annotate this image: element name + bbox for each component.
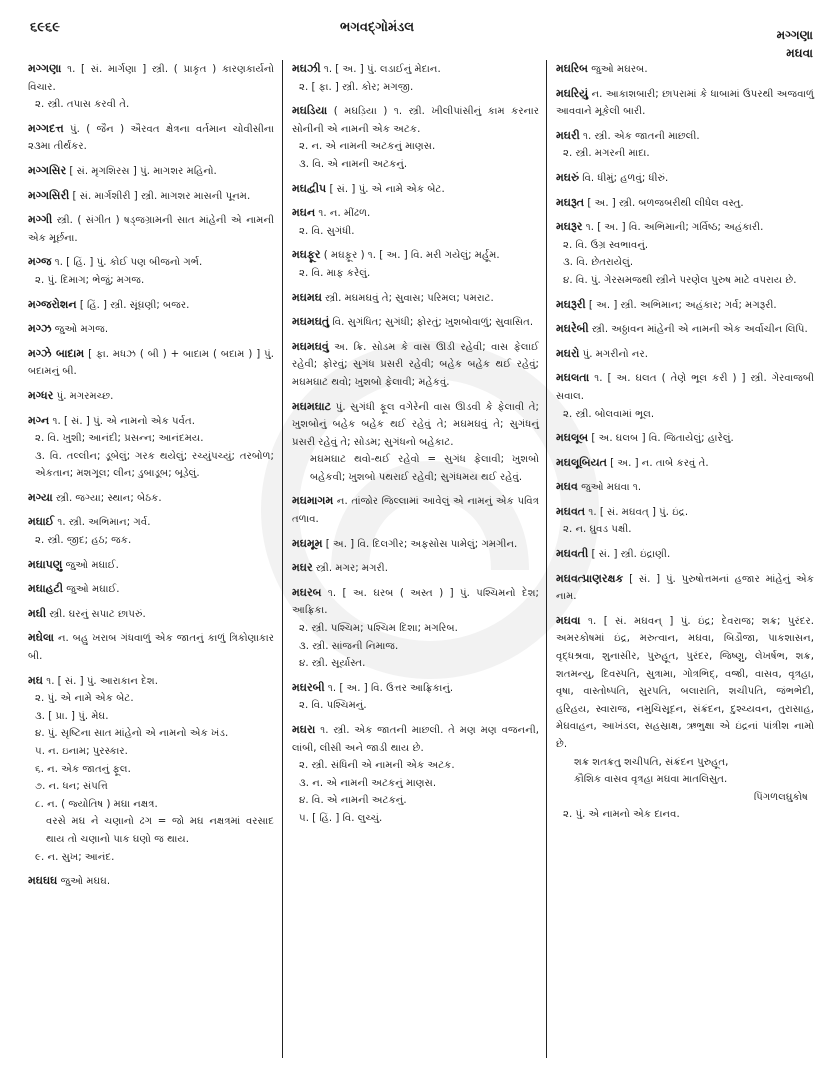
column-divider [282,60,283,1058]
entry-first-line [28,162,274,181]
definition: [ અ. ] સ્ત્રી. બળજબરીથી લીધેલ વસ્તુ. [587,197,744,209]
entry-first-line [556,194,814,213]
entry-sense: ૪. સ્ત્રી. સૂર્યાસ્ત. [299,658,366,670]
entry-first-line [556,60,814,79]
definition: સ્ત્રી. મગર; મગરી. [315,563,388,575]
entry-first-line [292,535,539,554]
entry-first-line [292,289,539,308]
dictionary-entry [292,398,539,487]
headword: મગ્ધર [28,388,54,402]
dictionary-entry [28,672,274,867]
entry-first-line [292,204,539,223]
entry-sense: ૩. સ્ત્રી. સાંજની નિમાજ. [299,640,399,652]
entry-first-line [28,60,274,96]
headword: મગ્ન [28,413,50,427]
definition: ૧. [ અ. ] વિ. ઉત્તર આફ્રિકાનું. [327,682,454,694]
guide-words [777,26,813,62]
entry-sense: ૨. સ્ત્રી. બોલવામાં ભૂલ. [563,408,655,420]
definition: ૧. સ્ત્રી. અભિમાન; ગર્વ. [57,517,151,529]
headword: મગ્ગસિર [28,163,67,177]
entry-first-line [28,513,274,532]
definition: ૧. [ સં. ] પું. એ નામનો એક પર્વત. [52,415,195,427]
entry-first-line [292,102,539,138]
entry-first-line [556,545,814,564]
entry-first-line [28,672,274,691]
definition: ન. તાંજોર જિલ્લામાં આવેલું એ નામનું એક પવિત્ર તળાવ. [292,496,539,526]
entry-first-line [28,187,274,206]
column-3 [556,60,814,830]
running-title: ભગવદ્ગોમંડલ [340,20,415,35]
definition: ૧. [ સં. માર્ગણા ] સ્ત્રી. ( પ્રાકૃત ) કારણકાર્યનો વિચાર. [28,64,274,93]
definition: જુઓ મઘાઈ. [65,559,119,571]
definition: પું. ( જૈન ) ઐરવત ક્ષેત્રના વર્તમાન ચોવીસીના ૨૩મા તીર્થંકર. [28,123,274,153]
dictionary-entry [28,211,274,247]
entry-sense: ૫. ન. ઇનામ; પુરસ્કાર. [35,746,128,757]
dictionary-entry [292,313,539,332]
entry-sense: ૨. સ્ત્રી. જીદ; હઠ; જક. [35,535,132,547]
entry-sense: ૬. ન. એક જાતનું ફૂલ. [35,763,131,775]
usage-quote: મઘમઘાટ થવો-થઈ રહેવો = સુગંધ ફેલાવી; ખુશબો બહેકવી; ખુશબો પથરાઈ રહેવી; સુગંધમય થઈ રહેવું. [310,454,539,483]
definition: અ. ક્રિ. સોડમ કે વાસ ઊડી રહેવી; વાસ ફેલાઈ રહેવી; ફોરવું; સુગંધ પ્રસરી રહેવી; બહેક બહેક થઈ રહેવું; મઘમઘાટ થવો; ખુશબો ફેલાવી; મહેકવું. [292,341,539,388]
dictionary-entry [28,187,274,206]
headword: મઘમઘ [292,290,322,304]
definition: ન. બહુ ખરાબ ગંધવાળું એક જાતનું કાળું ત્રિકોણાકાર બી. [28,633,274,663]
entry-sense: ૨. સ્ત્રી. સંધિની એ નામની એક અટક. [299,760,455,772]
headword: મઘઝી [292,62,321,75]
dictionary-entry [292,535,539,554]
definition: વિ. ધીમું; હળવું; ધીરું. [582,172,669,184]
definition: ૧. ન. મીંઢળ. [318,208,371,220]
headword: મઘમઘવું [292,339,329,353]
headword: મઘમૂમ [292,536,323,550]
entry-first-line [556,296,814,315]
entry-first-line [28,211,274,247]
entry-sense: ૩. વિ. તલ્લીન; ડૂબેલું; ગરક થયેલું; રચ્યુંપચ્યું; તરબોળ; એકતાન; મશગૂલ; લીન; ડુબાડૂબ; બૂડેલું. [35,450,274,480]
entry-first-line [28,605,274,624]
definition: [ અ. ] વિ. દિલગીર; અફસોસ પામેલું; ગમગીન. [325,538,518,550]
entry-first-line [28,629,274,665]
guide-word-last: મઘવા [786,46,813,60]
entry-sense: ૨. પું. દિમાગ; ભેજું; મગજ. [35,274,145,286]
definition: જુઓ મઘાઈ. [66,584,120,596]
entry-first-line [556,218,814,237]
dictionary-entry [28,296,274,315]
entry-first-line [556,503,814,522]
dictionary-entry [292,246,539,282]
entry-sense: ૪. પું. સૃષ્ટિના સાત માંહેનો એ નામનો એક ખંડ. [35,728,229,740]
entry-first-line [556,369,814,405]
headword: મઘમાગમ [292,494,334,508]
headword: મઘર [292,561,313,575]
entry-sense: ૨. [ ફા. ] સ્ત્રી. કોર; મગજી. [299,81,414,93]
dictionary-entry [556,503,814,539]
entry-first-line [28,412,274,431]
dictionary-entry [292,721,539,828]
headword: મઘ [28,673,43,687]
headword: મગ્ઝ [28,322,52,336]
headword: મઘવતી [556,547,589,561]
dictionary-entry [556,478,814,497]
headword: મગ્જ [28,255,52,269]
definition: ( મઘફ઼ૂર ) ૧. [ અ. ] વિ. મરી ગયેલું; મર્હૂમ. [323,250,500,262]
definition: ૧. સ્ત્રી. એક જાતની માછલી. [583,130,700,142]
headword: મઘરબ [292,585,322,599]
entry-first-line [292,559,539,578]
entry-sense: ૯. ન. સુખ; આનંદ. [35,851,115,863]
headword: મઘાઈ [28,515,55,529]
headword: મઘમઘતું [292,315,330,329]
page-number: ૬૯૬૯ [30,20,60,35]
dictionary-entry [28,629,274,665]
entry-first-line [28,580,274,599]
headword: મગ્જરોશન [28,297,77,311]
headword: મઘરબી [292,680,325,694]
dictionary-entry [28,253,274,289]
dictionary-entry [556,612,814,824]
definition: પું. સુગંધી ફૂલ વગેરેની વાસ ઊડવી કે ફેલાવી તે; ખુશબોનું બહેક બહેક થઈ રહેવું તે; મઘમઘવું તે; સુગંધનું પ્રસરી રહેવું તે; સોડમ; સુગંધનો બહેકાટ. [292,401,539,448]
dictionary-entry [292,180,539,199]
dictionary-entry [28,162,274,181]
entry-first-line [556,169,814,188]
headword: મઘવત [556,504,586,518]
headword: મઘઘઘ [28,874,58,888]
dictionary-entry [556,369,814,423]
entry-first-line [28,296,274,315]
entry-first-line [292,679,539,698]
headword: મઘરા [292,723,316,736]
dictionary-entry [292,102,539,173]
entry-sense: ૨. સ્ત્રી. પશ્ચિમ; પશ્ચિમ દિશા; મગરિબ. [299,623,458,635]
verse-source: પિંગળલઘુકોષ [753,791,808,803]
entry-sense: ૩. વિ. છેતરાયેલું. [563,257,634,269]
entry-first-line [292,246,539,265]
dictionary-entry [292,289,539,308]
dictionary-entry [556,429,814,448]
entry-sense: ૨. પું. એ નામે એક બેટ. [35,693,134,705]
dictionary-entry [556,320,814,339]
entry-first-line [556,345,814,364]
entry-sense: ૭. ન. ધન; સંપત્તિ [35,781,108,793]
dictionary-entry [292,338,539,392]
entry-first-line [292,60,539,79]
entry-first-line [556,612,814,754]
dictionary-entry [292,559,539,578]
entry-first-line [28,253,274,272]
headword: મગ્ગી [28,213,53,227]
entry-sense: ૨. ન. એ નામની અટકનું માણસ. [299,141,436,153]
dictionary-entry [28,120,274,156]
entry-first-line [292,180,539,199]
definition: [ અ. ] સ્ત્રી. અભિમાન; અહંકાર; ગર્વ; મગરૂરી. [588,299,777,311]
entry-sense: ૩. વિ. એ નામની અટકનું. [299,158,408,170]
entry-sense: ૪. વિ. પું. ગેરસમજથી સ્ત્રીને પરણેલ પુરુષ માટે વપરાય છે. [563,274,797,286]
definition: પું. મગરમચ્છ. [56,390,114,402]
definition: [ અ. ] ન. તાબે કરવું તે. [610,457,709,469]
definition: ૧. [ અ. ] પું. લડાઈનું મેદાન. [323,64,441,75]
entry-sense: ૫. [ હિં. ] વિ. લુચ્ચું. [299,812,383,824]
dictionary-entry [556,169,814,188]
definition: [ ફા. મધઝ ( બી ) + બાદામ ( બદામ ) ] પું. બદામનું બી. [28,348,274,378]
dictionary-entry [28,387,274,406]
column-2 [292,60,539,834]
definition: ૧. [ હિં. ] પું. કોઈ પણ બીજનો ગર્ભ. [54,257,203,269]
entry-first-line [556,127,814,146]
dictionary-entry [292,584,539,673]
entry-first-line [28,345,274,381]
dictionary-entry [28,320,274,339]
headword: મઘમઘાટ [292,399,331,413]
definition: સ્ત્રી. અઠ્ઠાવન માંહેની એ નામની એક અર્વાચીન લિપિ. [591,324,808,336]
headword: મઘલૂબિયત [556,455,607,469]
definition: ૧. સ્ત્રી. એક જાતની માછલી. તે મણ મણ વજનની, લાંબી, લીસી અને જાડી થાય છે. [292,725,539,754]
headword: મઘન [292,206,316,220]
entry-first-line [556,429,814,448]
headword: મઘદ્વીપ [292,181,327,195]
entry-first-line [28,387,274,406]
headword: મઘડિયા [292,104,328,118]
headword: મઘલૂબ [556,431,589,445]
headword: મઘાહટી [28,582,64,596]
dictionary-entry [556,218,814,289]
definition: સ્ત્રી. મઘમઘવું તે; સુવાસ; પરિમલ; પમરાટ. [325,292,494,304]
dictionary-entry [292,679,539,715]
entry-first-line [292,721,539,757]
entry-first-line [556,478,814,497]
definition: [ અ. ઘલબ ] વિ. જિતાયેલું; હારેલું. [591,433,734,445]
headword: મઘરૂત [556,195,585,209]
definition: ૧. [ સં. મઘવત્ ] પું. ઇંદ્ર. [588,506,689,518]
verse-line: શક્ર શતક્રતુ શચીપતિ, સંક્રંદન પુરુહૂત, [574,756,729,768]
entry-first-line [28,872,274,891]
page-header [0,0,825,60]
dictionary-entry [292,60,539,96]
headword: મગ્યા [28,490,53,504]
entry-sense: ૩. ન. એ નામની અટકનું માણસ. [299,777,437,789]
entry-first-line [556,570,814,606]
dictionary-entry [556,127,814,163]
definition: [ હિં. ] સ્ત્રી. સૂંઘણી; બજર. [79,299,190,311]
dictionary-entry [28,872,274,891]
headword: મગ્ગદત્ત [28,121,64,135]
dictionary-entry [28,605,274,624]
dictionary-entry [28,412,274,483]
headword: મઘલતા [556,371,590,385]
definition: સ્ત્રી. જગ્યા; સ્થાન; બેઠક. [56,492,162,504]
entry-first-line [28,556,274,575]
definition: સ્ત્રી. ઘરનું સપાટ છાપરું. [49,608,146,620]
definition: જુઓ મઘરબ. [591,64,648,75]
entry-first-line [292,313,539,332]
dictionary-entry [556,570,814,606]
definition: ૧. [ અ. ઘલત ( તેણે ભૂલ કરી ) ] સ્ત્રી. ગેરવાજબી સવાલ. [556,373,814,402]
headword: મઘરિબ [556,62,588,75]
headword: મઘેલા [28,631,54,645]
guide-word-first: મગ્ગણા [776,28,813,42]
definition: ન. આકાશબારી; છાપરામાં કે ધાબામાં ઉપરથી અજવાળું આવવાને મૂકેલી બારી. [556,88,814,118]
headword: મઘાપણુ [28,557,63,571]
dictionary-entry [556,85,814,121]
dictionary-entry [28,60,274,114]
dictionary-entry [556,545,814,564]
dictionary-entry [292,492,539,528]
dictionary-entry [28,489,274,508]
dictionary-entry [556,194,814,213]
definition: [ સં. મૃગશિરસ ] પું. માગશર મહિનો. [69,165,217,177]
entry-sense: ૮. ન. ( જ્યોતિષ ) મઘા નક્ષત્ર. [35,798,158,810]
headword: મઘરો [556,346,580,360]
entry-first-line [556,320,814,339]
entry-first-line [292,492,539,528]
entry-first-line [292,338,539,392]
headword: મઘવ [556,480,578,494]
definition: ૧. [ અ. ] વિ. અભિમાની; ગર્વિષ્ઠ; અહંકારી. [585,222,764,234]
usage-quote: વરસે મઘ ને ચણાનો ઢગ = જો મઘ નક્ષત્રમાં વરસાદ થાય તો ચણાનો પાક ઘણો જ થાય. [46,816,274,845]
column-1 [28,60,274,897]
definition: વિ. સુગંધિત; સુગંધી; ફોરતું; ખુશબોવાળું; સુવાસિત. [332,317,534,329]
headword: મઘવા [556,613,581,627]
definition: ( મઘડ઼િયા ) ૧. સ્ત્રી. ખીલીપાંસીનું કામ કરનાર સોનીની એ નામની એક અટક. [292,106,539,135]
dictionary-entry [556,345,814,364]
entry-sense: ૨. ન. ઘુવડ પક્ષી. [563,524,632,536]
entry-first-line [292,584,539,620]
dictionary-entry [292,204,539,240]
entry-sense: ૨. વિ. ઉગ્ર સ્વભાવનું. [563,239,649,251]
definition: [ સં. માર્ગશીરી ] સ્ત્રી. માગશર માસની પૂનમ. [72,190,251,202]
entry-sense: ૨. વિ. માફ કરેલું. [299,267,371,279]
definition: ૧. [ અ. ઘરબ ( અસ્ત ) ] પું. પશ્ચિમનો દેશ; આફ્રિકા. [292,587,539,617]
definition: ૧. [ સં. ] પું. આરાકાન દેશ. [46,675,158,687]
entry-sense: ૨. સ્ત્રી. મગરની માદા. [563,148,650,160]
entry-sense: ૨. વિ. ખુશી; આનંદી; પ્રસન્ન; આનંદમય. [35,433,204,445]
definition: જુઓ મગજ. [54,324,109,336]
entry-first-line [556,454,814,473]
dictionary-entry [28,513,274,549]
entry-sense: ૨. પું. એ નામનો એક દાનવ. [563,809,680,821]
definition: [ સં. ] સ્ત્રી. ઇંદ્રાણી. [591,549,671,561]
definition: પું. મગરીનો નર. [582,348,649,360]
entry-first-line [28,489,274,508]
dictionary-entry [28,345,274,381]
definition: જુઓ મઘઘ. [60,876,111,888]
headword: મઘરૂર [556,220,583,234]
verse-line: કૌશિક વાસવ વૃત્રહા મઘવા માતલિસુત. [574,774,728,786]
entry-sense: ૨. વિ. સુગંધી. [299,225,355,237]
column-divider [546,60,547,1058]
entry-first-line [28,120,274,156]
headword: મઘરી [556,128,580,142]
dictionary-entry [28,556,274,575]
headword: મગ્ગસિરી [28,188,70,202]
definition: ૧. [ સં. મઘવન્ ] પું. ઇંદ્ર; દેવરાજ; શક્ર; પુરંદર. અમરકોષમાં ઇંદ્ર, મરુત્વાન, મઘવા, બિડૌજા, પાકશાસન, વૃદ્ધશ્રવા, શુનાસીર, પુરુહૂત, પુરંદર, જિષ્ણુ, લેખર્ષભ, શક્ર, શતમન્યુ, દિવસ્પતિ, સુત્રામા, ગોત્રભિદ્, વજ્રી, વાસવ, વૃત્રહા, વૃષા, વાસ્તોષ્પતિ, સુરપતિ, બલારાતિ, શચીપતિ, જંભભેદી, હરિહય, સ્વારાજ, નમુચિસૂદન, સંક્રંદન, દુશ્ચ્યવન, તુરાસાહ, મેઘવાહન, આખંડલ, સહસ્રાક્ષ, ઋભુક્ષા એ ઇંદ્રનાં પાંત્રીશ નામો છે. [556,615,814,750]
headword: મઘવત્પ્રાણરક્ષક [556,571,624,585]
headword: મઘરૂરી [556,297,586,311]
entry-first-line [28,320,274,339]
headword: મઘરિયું [556,86,589,100]
headword: મઘરું [556,170,580,184]
dictionary-entry [556,60,814,79]
headword: મગ્ઝે બાદામ [28,346,85,360]
headword: મઘરેબી [556,322,589,336]
definition: જુઓ મઘવા ૧. [581,482,642,494]
entry-first-line [556,85,814,121]
entry-first-line [292,398,539,452]
definition: [ સં. ] પું. પુરુષોત્તમનાં હજાર માંહેનું એક નામ. [556,573,814,603]
headword: મઘફૂર [292,248,321,262]
entry-sense: ૪. વિ. એ નામની અટકનું. [299,795,407,807]
dictionary-entry [556,454,814,473]
entry-sense: ૩. [ પ્રા. ] પું. મેઘ. [35,710,109,722]
headword: મઘી [28,606,47,620]
dictionary-entry [28,580,274,599]
entry-sense: ૨. સ્ત્રી. તપાસ કરવી તે. [35,99,130,111]
definition: સ્ત્રી. ( સંગીત ) ષડ્જગ્રામની સાત માંહેની એ નામની એક મૂર્છના. [28,215,274,244]
dictionary-columns [0,60,825,1070]
dictionary-entry [556,296,814,315]
headword: મગ્ગણા [28,62,62,75]
entry-sense: ૨. વિ. પશ્ચિમનું. [299,700,367,712]
definition: [ સં. ] પું. એ નામે એક બેટ. [329,183,445,195]
